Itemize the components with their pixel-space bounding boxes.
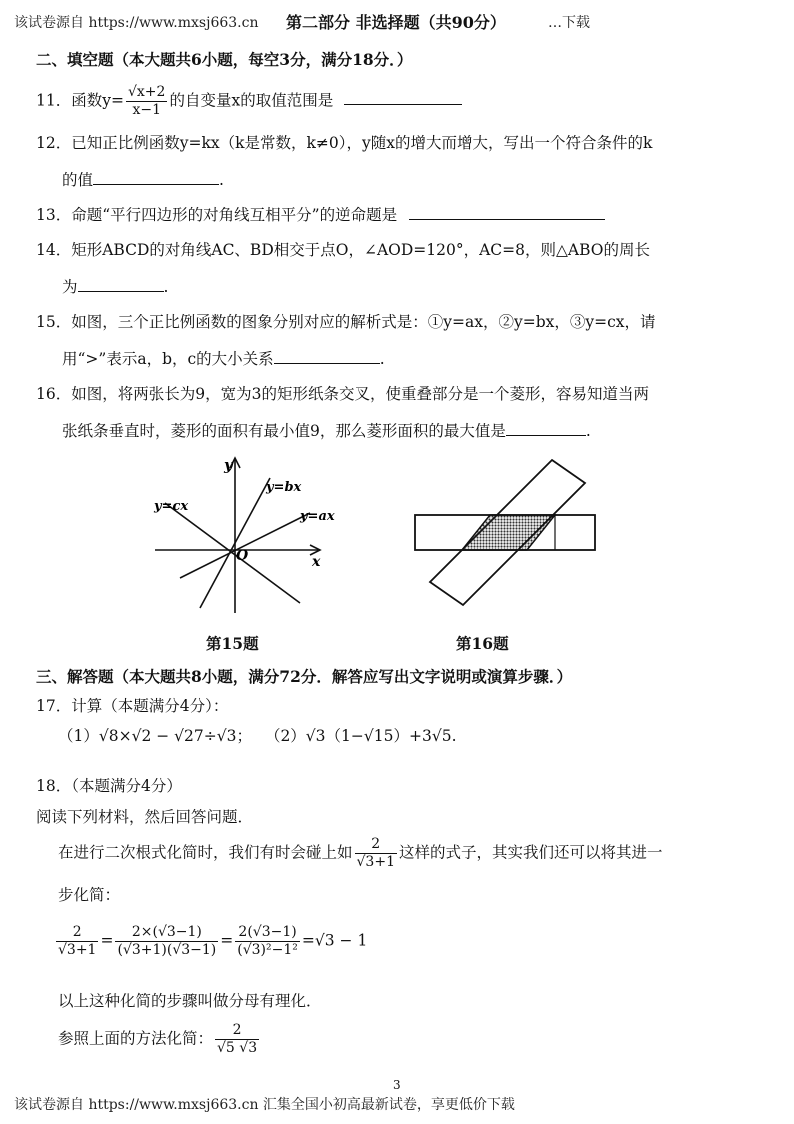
q18-eq-left-fraction bbox=[56, 924, 98, 959]
q18-p1-numerator: 2 bbox=[355, 836, 397, 854]
q18-eq-middle-fraction bbox=[115, 924, 218, 959]
q18-paragraph-1 bbox=[58, 836, 663, 871]
q18-eq-right-num: 2(√3−1) bbox=[235, 924, 300, 942]
q14-line2-prefix: 为 bbox=[62, 278, 78, 296]
question-12-line1: 12．已知正比例函数y=kx（k是常数，k≠0），y随x的增大而增大，写出一个符合条件的k bbox=[36, 134, 653, 152]
fig15-line-cx bbox=[165, 503, 300, 603]
q18-equation bbox=[54, 924, 367, 959]
q18-p4-denominator: √5 √3 bbox=[217, 1039, 258, 1056]
q14-answer-blank[interactable] bbox=[78, 277, 164, 292]
figure-16-caption: 第16题 bbox=[456, 634, 509, 653]
q12-line2-prefix: 的值 bbox=[62, 171, 94, 189]
q15-answer-blank[interactable] bbox=[274, 349, 380, 364]
fig15-label-origin: O bbox=[236, 548, 249, 564]
q11-answer-blank[interactable] bbox=[344, 90, 462, 105]
watermark-header-suffix: …下载 bbox=[548, 15, 590, 31]
q18-p1-suffix: 这样的式子，其实我们还可以将其进一 bbox=[398, 843, 663, 862]
q18-eq-right-den: (√3)²−1² bbox=[237, 941, 298, 958]
q11-prefix: 11．函数 bbox=[36, 91, 103, 110]
fig15-label-ax: y=ax bbox=[300, 509, 335, 524]
q18-paragraph-3: 以上这种化简的步骤叫做分母有理化． bbox=[58, 992, 322, 1010]
question-12-line2 bbox=[62, 170, 224, 190]
q18-p1-denominator: √3+1 bbox=[356, 853, 395, 870]
q11-y: y= bbox=[102, 91, 124, 110]
q18-eq-right-fraction bbox=[235, 924, 300, 959]
q16-line2-prefix: 张纸条垂直时，菱形的面积有最小值9，那么菱形面积的最大值是 bbox=[62, 422, 506, 440]
fig15-label-y: y bbox=[224, 456, 233, 474]
q18-paragraph-4 bbox=[58, 1022, 261, 1057]
question-15-line1: 15．如图，三个正比例函数的图象分别对应的解析式是：①y=ax，②y=bx，③y=cx，请 bbox=[36, 313, 656, 331]
section-heading-fill-blank: 二、填空题（本大题共6小题，每空3分，满分18分．） bbox=[36, 50, 413, 69]
q18-eq-left-num: 2 bbox=[56, 924, 98, 942]
question-16-line2 bbox=[62, 421, 591, 441]
watermark-footer: 该试卷源自 https://www.mxsj663.cn 汇集全国小初高最新试卷，享更低价下载 bbox=[14, 1097, 515, 1113]
q18-p1-prefix: 在进行二次根式化简时，我们有时会碰上如 bbox=[58, 843, 353, 862]
q18-eq-equals-2: = bbox=[220, 931, 234, 950]
q18-p1-fraction bbox=[355, 836, 397, 871]
q18-eq-left-den: √3+1 bbox=[58, 941, 97, 958]
q15-line2-suffix: . bbox=[379, 350, 385, 368]
q16-answer-blank[interactable] bbox=[506, 421, 586, 436]
question-15-line2 bbox=[62, 349, 385, 369]
q12-line2-suffix: . bbox=[219, 171, 224, 189]
q17-part2: （2）√3（1−√15）+3√5. bbox=[264, 727, 457, 745]
q18-intro: 阅读下列材料，然后回答问题． bbox=[36, 808, 254, 826]
q11-suffix: 的自变量x的取值范围是 bbox=[169, 91, 334, 110]
q14-line2-suffix: . bbox=[163, 278, 169, 296]
question-11 bbox=[36, 84, 462, 119]
question-13 bbox=[36, 205, 605, 225]
section-heading-solve: 三、解答题（本大题共8小题，满分72分．解答应写出文字说明或演算步骤．） bbox=[36, 667, 573, 686]
q13-text: 13．命题“平行四边形的对角线互相平分”的逆命题是 bbox=[36, 206, 398, 224]
q18-p4-numerator: 2 bbox=[215, 1022, 259, 1040]
watermark-header: 该试卷源自 https://www.mxsj663.cn bbox=[14, 15, 259, 31]
figure-15-graph bbox=[150, 448, 360, 618]
question-14-line2 bbox=[62, 277, 168, 297]
q11-numerator: √x+2 bbox=[127, 84, 166, 100]
q13-answer-blank[interactable] bbox=[409, 205, 605, 220]
q17-part1: （1）√8×√2 − √27÷√3； bbox=[58, 727, 252, 745]
q18-eq-middle-num: 2×(√3−1) bbox=[115, 924, 218, 942]
figure-16-diagram bbox=[410, 455, 600, 615]
fig15-label-bx: y=bx bbox=[266, 480, 302, 495]
question-17-parts bbox=[58, 727, 457, 746]
question-17-title: 17．计算（本题满分4分）： bbox=[36, 697, 229, 715]
q18-eq-equals-1: = bbox=[100, 931, 114, 950]
q12-answer-blank[interactable] bbox=[93, 170, 219, 185]
q18-eq-middle-den: (√3+1)(√3−1) bbox=[117, 941, 217, 958]
figure-15-caption: 第15题 bbox=[206, 634, 259, 653]
q15-line2-prefix: 用“>”表示a，b，c的大小关系 bbox=[62, 350, 274, 368]
fig16-rhombus-overlap bbox=[462, 515, 555, 550]
page-number: 3 bbox=[393, 1078, 401, 1092]
q18-eq-result: =√3 − 1 bbox=[301, 931, 368, 950]
question-14-line1: 14．矩形ABCD的对角线AC、BD相交于点O，∠AOD=120°，AC=8，则△ABO的周长 bbox=[36, 241, 650, 259]
q18-paragraph-2: 步化简： bbox=[58, 886, 121, 904]
fig15-label-cx: y=cx bbox=[154, 499, 189, 514]
q18-p4-fraction bbox=[215, 1022, 259, 1057]
q11-fraction bbox=[126, 84, 167, 119]
question-18-title: 18．（本题满分4分） bbox=[36, 777, 182, 795]
part-title: 第二部分 非选择题（共90分） bbox=[286, 13, 506, 32]
q18-p4-prefix: 参照上面的方法化简： bbox=[58, 1029, 214, 1048]
q11-denominator: x−1 bbox=[132, 101, 161, 118]
q16-line2-suffix: . bbox=[585, 422, 591, 440]
fig15-label-x: x bbox=[312, 554, 321, 570]
question-16-line1: 16．如图，将两张长为9，宽为3的矩形纸条交叉，使重叠部分是一个菱形，容易知道当两 bbox=[36, 385, 649, 403]
